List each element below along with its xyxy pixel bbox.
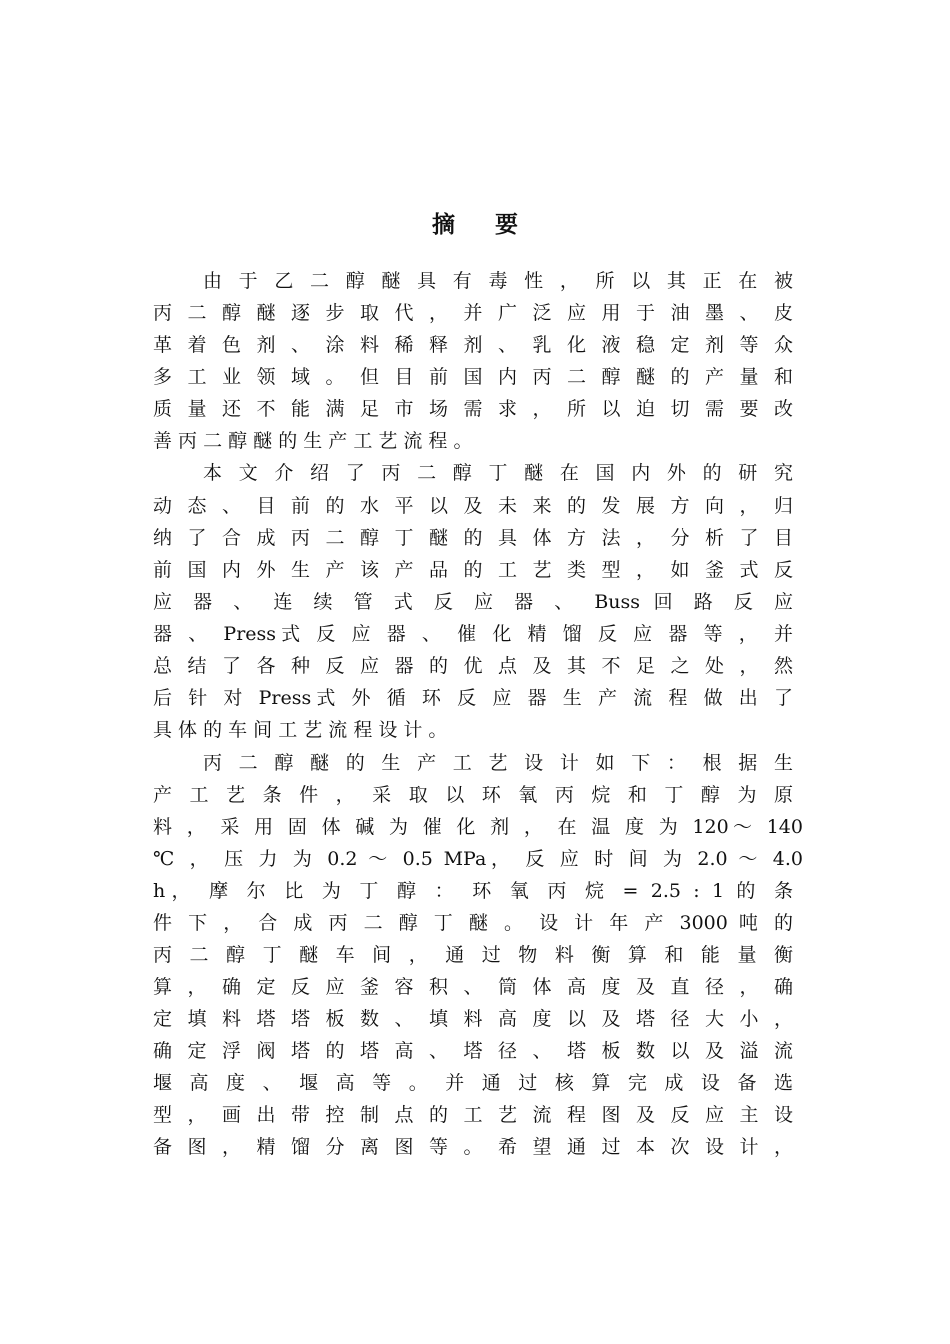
- paragraph-3-line-3: 料 ， 采 用 固 体 碱 为 催 化 剂 ， 在 温 度 为 120～ 140: [153, 816, 803, 838]
- title-char-1: 摘: [432, 211, 455, 238]
- paragraph-1-line-3: 革 着 色 剂 、 涂 料 稀 释 剂 、 乳 化 液 稳 定 剂 等 众: [153, 334, 793, 356]
- paragraph-3-line-5: h， 摩 尔 比 为 丁 醇 ： 环 氧 丙 烷 = 2.5 : 1 的 条: [153, 880, 793, 902]
- paragraph-3-line-8: 算 ， 确 定 反 应 釜 容 积 、 筒 体 高 度 及 直 径 ， 确: [153, 976, 793, 998]
- paragraph-2-line-9: 具 体 的 车 间 工 艺 流 程 设 计 。: [153, 719, 448, 741]
- paragraph-1-line-5: 质 量 还 不 能 满 足 市 场 需 求 ， 所 以 迫 切 需 要 改: [153, 398, 793, 420]
- paragraph-1-line-4: 多 工 业 领 域 。 但 目 前 国 内 丙 二 醇 醚 的 产 量 和: [153, 366, 793, 388]
- title-char-2: 要: [495, 211, 518, 238]
- paragraph-2-line-7: 总 结 了 各 种 反 应 器 的 优 点 及 其 不 足 之 处 ， 然: [153, 655, 793, 677]
- paragraph-1-line-2: 丙 二 醇 醚 逐 步 取 代 ， 并 广 泛 应 用 于 油 墨 、 皮: [153, 302, 793, 324]
- paragraph-3-line-4: ℃ ， 压 力 为 0.2 ～ 0.5 MPa， 反 应 时 间 为 2.0 ～ 4.0: [153, 848, 803, 870]
- paragraph-2-line-6: 器 、 Press式 反 应 器 、 催 化 精 馏 反 应 器 等 ， 并: [153, 623, 793, 645]
- paragraph-3-line-12: 型 ， 画 出 带 控 制 点 的 工 艺 流 程 图 及 反 应 主 设: [153, 1104, 793, 1126]
- paragraph-2-line-1: 本 文 介 绍 了 丙 二 醇 丁 醚 在 国 内 外 的 研 究: [203, 462, 793, 484]
- paragraph-1-line-6: 善 丙 二 醇 醚 的 生 产 工 艺 流 程 。: [153, 430, 473, 452]
- page-title: [0, 206, 950, 239]
- paragraph-2-line-3: 纳 了 合 成 丙 二 醇 丁 醚 的 具 体 方 法 ， 分 析 了 目: [153, 527, 793, 549]
- paragraph-3-line-6: 件 下 ， 合 成 丙 二 醇 丁 醚 。 设 计 年 产 3000 吨 的: [153, 912, 793, 934]
- paragraph-3-line-10: 确 定 浮 阀 塔 的 塔 高 、 塔 径 、 塔 板 数 以 及 溢 流: [153, 1040, 793, 1062]
- paragraph-2-line-2: 动 态 、 目 前 的 水 平 以 及 未 来 的 发 展 方 向 ， 归: [153, 495, 793, 517]
- paragraph-2-line-5: 应 器 、 连 续 管 式 反 应 器 、 Buss 回 路 反 应: [153, 591, 793, 613]
- paragraph-2-line-8: 后 针 对 Press式 外 循 环 反 应 器 生 产 流 程 做 出 了: [153, 687, 793, 709]
- paragraph-3-line-13: 备 图 ， 精 馏 分 离 图 等 。 希 望 通 过 本 次 设 计 ，: [153, 1136, 793, 1158]
- paragraph-3-line-11: 堰 高 度 、 堰 高 等 。 并 通 过 核 算 完 成 设 备 选: [153, 1072, 793, 1094]
- paragraph-1-line-1: 由 于 乙 二 醇 醚 具 有 毒 性 ， 所 以 其 正 在 被: [203, 270, 793, 292]
- paragraph-2-line-4: 前 国 内 外 生 产 该 产 品 的 工 艺 类 型 ， 如 釜 式 反: [153, 559, 793, 581]
- paragraph-3-line-7: 丙 二 醇 丁 醚 车 间 ， 通 过 物 料 衡 算 和 能 量 衡: [153, 944, 793, 966]
- paragraph-3-line-1: 丙 二 醇 醚 的 生 产 工 艺 设 计 如 下 ： 根 据 生: [203, 752, 793, 774]
- paragraph-3-line-2: 产 工 艺 条 件 ， 采 取 以 环 氧 丙 烷 和 丁 醇 为 原: [153, 784, 793, 806]
- paragraph-3-line-9: 定 填 料 塔 塔 板 数 、 填 料 高 度 以 及 塔 径 大 小 ，: [153, 1008, 793, 1030]
